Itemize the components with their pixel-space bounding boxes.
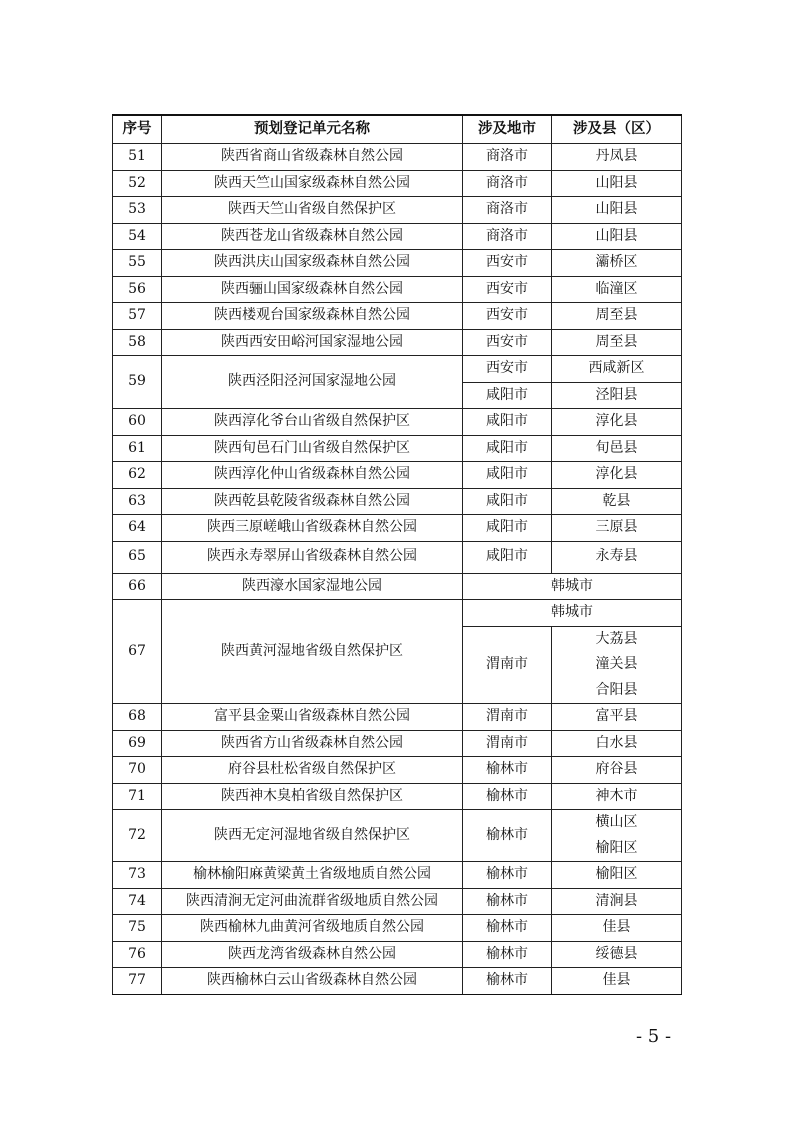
page-number: - 5 - — [636, 1026, 672, 1047]
county: 周至县 — [552, 303, 682, 330]
county: 淳化县 — [552, 462, 682, 489]
table-row — [113, 810, 682, 862]
county: 潼关县 — [595, 656, 638, 672]
county: 白水县 — [552, 730, 682, 757]
table-header-row — [113, 115, 682, 144]
unit-name: 陕西泾阳泾河国家湿地公园 — [162, 356, 463, 409]
serial-no: 76 — [113, 941, 162, 968]
serial-no: 68 — [113, 704, 162, 731]
table-row — [113, 356, 682, 383]
unit-name: 府谷县杜松省级自然保护区 — [162, 757, 463, 784]
header-serial-no: 序号 — [113, 115, 162, 144]
city: 渭南市 — [463, 730, 552, 757]
unit-name: 陕西楼观台国家级森林自然公园 — [162, 303, 463, 330]
unit-name: 陕西淳化爷台山省级自然保护区 — [162, 409, 463, 436]
city: 榆林市 — [463, 862, 552, 889]
county: 淳化县 — [552, 409, 682, 436]
table-row — [113, 600, 682, 627]
county-list — [552, 810, 682, 862]
city: 咸阳市 — [463, 409, 552, 436]
serial-no: 53 — [113, 197, 162, 224]
unit-name: 陕西苍龙山省级森林自然公园 — [162, 223, 463, 250]
serial-no: 55 — [113, 250, 162, 277]
unit-name: 陕西淳化仲山省级森林自然公园 — [162, 462, 463, 489]
unit-name: 陕西神木臭柏省级自然保护区 — [162, 783, 463, 810]
county: 周至县 — [552, 329, 682, 356]
serial-no: 66 — [113, 573, 162, 600]
city: 西安市 — [463, 356, 552, 383]
city-merged: 韩城市 — [463, 573, 682, 600]
city: 西安市 — [463, 303, 552, 330]
serial-no: 58 — [113, 329, 162, 356]
unit-name: 陕西濠水国家湿地公园 — [162, 573, 463, 600]
county: 泾阳县 — [552, 382, 682, 409]
county: 乾县 — [552, 488, 682, 515]
table-row — [113, 941, 682, 968]
city: 咸阳市 — [463, 435, 552, 462]
unit-name: 陕西榆林白云山省级森林自然公园 — [162, 968, 463, 995]
table-row — [113, 250, 682, 277]
city: 咸阳市 — [463, 382, 552, 409]
county: 富平县 — [552, 704, 682, 731]
city: 榆林市 — [463, 810, 552, 862]
serial-no: 61 — [113, 435, 162, 462]
table-row — [113, 515, 682, 542]
county: 三原县 — [552, 515, 682, 542]
city: 商洛市 — [463, 144, 552, 171]
county: 西咸新区 — [552, 356, 682, 383]
city: 榆林市 — [463, 888, 552, 915]
unit-name: 陕西西安田峪河国家湿地公园 — [162, 329, 463, 356]
table-row — [113, 329, 682, 356]
unit-name: 陕西省方山省级森林自然公园 — [162, 730, 463, 757]
city: 咸阳市 — [463, 515, 552, 542]
unit-name: 陕西永寿翠屏山省级森林自然公园 — [162, 541, 463, 573]
unit-name: 陕西龙湾省级森林自然公园 — [162, 941, 463, 968]
serial-no: 77 — [113, 968, 162, 995]
county: 绥德县 — [552, 941, 682, 968]
city: 商洛市 — [463, 223, 552, 250]
county: 府谷县 — [552, 757, 682, 784]
city: 渭南市 — [463, 626, 552, 704]
county: 永寿县 — [552, 541, 682, 573]
table-row — [113, 573, 682, 600]
table-row — [113, 223, 682, 250]
serial-no: 67 — [113, 600, 162, 704]
table-row — [113, 704, 682, 731]
table-row — [113, 435, 682, 462]
unit-name: 陕西天竺山省级自然保护区 — [162, 197, 463, 224]
city: 西安市 — [463, 329, 552, 356]
unit-name: 陕西三原嵯峨山省级森林自然公园 — [162, 515, 463, 542]
county: 山阳县 — [552, 197, 682, 224]
county: 横山区 — [595, 814, 638, 830]
unit-name: 陕西骊山国家级森林自然公园 — [162, 276, 463, 303]
county: 大荔县 — [595, 630, 638, 647]
city: 咸阳市 — [463, 488, 552, 515]
header-unit-name: 预划登记单元名称 — [162, 115, 463, 144]
serial-no: 69 — [113, 730, 162, 757]
county: 清涧县 — [552, 888, 682, 915]
serial-no: 71 — [113, 783, 162, 810]
table-row — [113, 730, 682, 757]
serial-no: 62 — [113, 462, 162, 489]
serial-no: 75 — [113, 915, 162, 942]
unit-name: 陕西清涧无定河曲流群省级地质自然公园 — [162, 888, 463, 915]
serial-no: 57 — [113, 303, 162, 330]
city: 西安市 — [463, 276, 552, 303]
unit-name: 陕西天竺山国家级森林自然公园 — [162, 170, 463, 197]
unit-name: 陕西无定河湿地省级自然保护区 — [162, 810, 463, 862]
unit-name: 陕西乾县乾陵省级森林自然公园 — [162, 488, 463, 515]
table-row — [113, 541, 682, 573]
county: 佳县 — [552, 968, 682, 995]
county: 佳县 — [552, 915, 682, 942]
table-row — [113, 276, 682, 303]
header-county: 涉及县（区） — [552, 115, 682, 144]
table-row — [113, 862, 682, 889]
county: 榆阳区 — [595, 839, 638, 856]
serial-no: 60 — [113, 409, 162, 436]
city: 商洛市 — [463, 197, 552, 224]
county: 合阳县 — [595, 681, 638, 698]
county: 山阳县 — [552, 170, 682, 197]
unit-name: 陕西省商山省级森林自然公园 — [162, 144, 463, 171]
table-row — [113, 170, 682, 197]
serial-no: 51 — [113, 144, 162, 171]
city: 榆林市 — [463, 968, 552, 995]
city: 渭南市 — [463, 704, 552, 731]
unit-name: 榆林榆阳麻黄梁黄土省级地质自然公园 — [162, 862, 463, 889]
table-row — [113, 915, 682, 942]
table-row — [113, 197, 682, 224]
county: 神木市 — [552, 783, 682, 810]
county: 榆阳区 — [552, 862, 682, 889]
table-row — [113, 462, 682, 489]
unit-name: 陕西洪庆山国家级森林自然公园 — [162, 250, 463, 277]
table-row — [113, 409, 682, 436]
table-row — [113, 757, 682, 784]
table-row — [113, 968, 682, 995]
county: 山阳县 — [552, 223, 682, 250]
city: 榆林市 — [463, 783, 552, 810]
units-table — [112, 114, 682, 995]
unit-name: 陕西黄河湿地省级自然保护区 — [162, 600, 463, 704]
county-list — [552, 626, 682, 704]
serial-no: 64 — [113, 515, 162, 542]
city: 咸阳市 — [463, 462, 552, 489]
serial-no: 63 — [113, 488, 162, 515]
serial-no: 73 — [113, 862, 162, 889]
city: 榆林市 — [463, 757, 552, 784]
unit-name: 陕西旬邑石门山省级自然保护区 — [162, 435, 463, 462]
city: 榆林市 — [463, 915, 552, 942]
city: 商洛市 — [463, 170, 552, 197]
serial-no: 59 — [113, 356, 162, 409]
city: 咸阳市 — [463, 541, 552, 573]
county: 旬邑县 — [552, 435, 682, 462]
county: 丹凤县 — [552, 144, 682, 171]
city: 西安市 — [463, 250, 552, 277]
county: 临潼区 — [552, 276, 682, 303]
serial-no: 70 — [113, 757, 162, 784]
table-row — [113, 888, 682, 915]
serial-no: 54 — [113, 223, 162, 250]
serial-no: 65 — [113, 541, 162, 573]
serial-no: 74 — [113, 888, 162, 915]
county: 灞桥区 — [552, 250, 682, 277]
unit-name: 陕西榆林九曲黄河省级地质自然公园 — [162, 915, 463, 942]
table-row — [113, 303, 682, 330]
serial-no: 52 — [113, 170, 162, 197]
table-row — [113, 783, 682, 810]
header-city: 涉及地市 — [463, 115, 552, 144]
unit-name: 富平县金粟山省级森林自然公园 — [162, 704, 463, 731]
serial-no: 56 — [113, 276, 162, 303]
serial-no: 72 — [113, 810, 162, 862]
table-row — [113, 144, 682, 171]
city: 榆林市 — [463, 941, 552, 968]
city-merged: 韩城市 — [463, 600, 682, 627]
table-row — [113, 488, 682, 515]
